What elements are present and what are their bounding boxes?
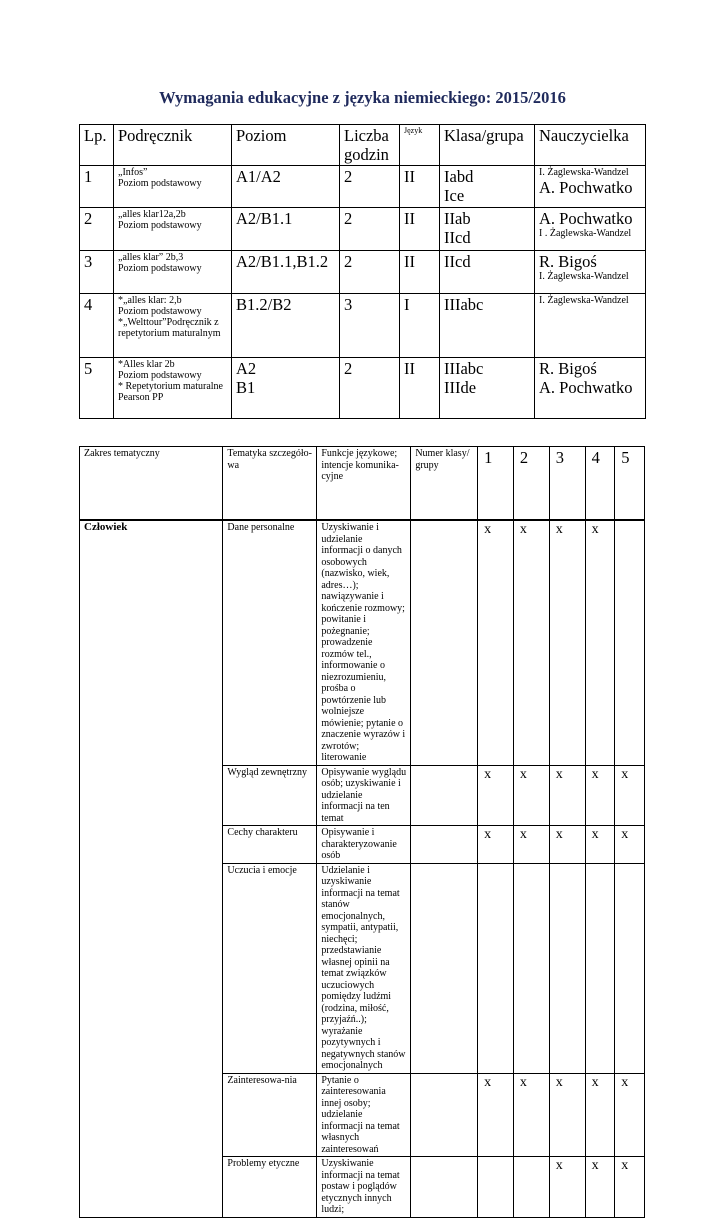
header-col-1: 1 — [478, 447, 514, 521]
cell-level: B1.2/B2 — [232, 294, 340, 358]
header-col-2: 2 — [513, 447, 549, 521]
header-hours: Liczba godzin — [340, 125, 400, 166]
cell-functions: Pytanie o zainteresowania innej osoby; udzielanie informacji na temat własnych zainteresowań — [317, 1073, 411, 1157]
section-label: Człowiek — [80, 520, 223, 1217]
requirements-table-header — [80, 447, 645, 521]
cell-book — [114, 294, 232, 358]
cell-line: R. Bigoś — [539, 252, 597, 271]
cell-mark: x — [585, 520, 615, 765]
textbook-table-header — [80, 125, 646, 166]
cell-teacher — [535, 358, 646, 419]
cell-mark: x — [585, 765, 615, 826]
cell-mark: x — [478, 765, 514, 826]
cell-topic: Wygląd zewnętrzny — [223, 765, 317, 826]
cell-teacher — [535, 294, 646, 358]
cell-line: Poziom podstawowy — [118, 220, 202, 231]
cell-lp: 4 — [80, 294, 114, 358]
cell-mark: x — [615, 765, 645, 826]
cell-mark: x — [585, 826, 615, 864]
requirements-table — [79, 446, 645, 1218]
cell-line: IIcd — [444, 228, 471, 247]
cell-mark: x — [549, 1157, 585, 1218]
cell-functions: Uzyskiwanie i udzielanie informacji o danych osobowych (nazwisko, wiek, adres…); nawiązywanie i kończenie rozmowy; powitanie i pożegnanie; prowadzenie rozmów tel., informowanie o niezrozumieniu, prośba o powtórzenie lub wolniejsze mówienie; pytanie o znaczenie wyrazów i zwrotów; literowanie — [317, 520, 411, 765]
cell-lp: 2 — [80, 208, 114, 251]
cell-functions: Uzyskiwanie informacji na temat postaw i poglądów etycznych innych ludzi; — [317, 1157, 411, 1218]
cell-line: B1 — [236, 378, 256, 397]
cell-mark: x — [615, 1073, 645, 1157]
cell-hours: 2 — [340, 166, 400, 208]
document-title: Wymagania edukacyjne z języka niemieckiego: 2015/2016 — [159, 88, 566, 107]
cell-group — [411, 826, 478, 864]
cell-line: IIIde — [444, 378, 477, 397]
cell-group — [411, 1157, 478, 1218]
cell-line: IIIabc — [444, 295, 484, 314]
cell-line: Poziom podstawowy — [118, 306, 202, 317]
cell-functions: Opisywanie i charakteryzowanie osób — [317, 826, 411, 864]
header-topic: Tematyka szczegóło-wa — [223, 447, 317, 521]
textbook-row — [80, 294, 646, 358]
header-level: Poziom — [232, 125, 340, 166]
cell-mark: x — [478, 1073, 514, 1157]
cell-mark — [478, 863, 514, 1073]
textbook-row — [80, 358, 646, 419]
header-teacher: Nauczycielka — [535, 125, 646, 166]
cell-line: *„alles klar: 2,b — [118, 295, 182, 306]
cell-language: II — [400, 166, 440, 208]
cell-line: A. Pochwatko — [539, 178, 633, 197]
cell-level: A1/A2 — [232, 166, 340, 208]
cell-level — [232, 358, 340, 419]
cell-line: * Repetytorium maturalne Pearson PP — [118, 381, 223, 403]
cell-teacher — [535, 208, 646, 251]
textbook-row — [80, 208, 646, 251]
cell-mark: x — [615, 1157, 645, 1218]
cell-mark: x — [585, 1073, 615, 1157]
cell-hours: 2 — [340, 208, 400, 251]
cell-language: II — [400, 208, 440, 251]
header-class: Klasa/grupa — [440, 125, 535, 166]
cell-line: I . Żaglewska-Wandzel — [539, 228, 632, 239]
cell-line: A2 — [236, 359, 257, 378]
header-lp: Lp. — [80, 125, 114, 166]
cell-teacher — [535, 251, 646, 294]
cell-mark: x — [549, 520, 585, 765]
cell-mark — [615, 520, 645, 765]
cell-mark: x — [615, 826, 645, 864]
cell-line: R. Bigoś — [539, 359, 597, 378]
cell-language: I — [400, 294, 440, 358]
cell-topic: Dane personalne — [223, 520, 317, 765]
requirement-row — [80, 520, 645, 765]
cell-line: Iabd — [444, 167, 474, 186]
cell-line: A. Pochwatko — [539, 209, 633, 228]
cell-line: *„Welttour”Podręcznik z repetytorium maturalnym — [118, 317, 221, 339]
cell-group — [411, 520, 478, 765]
cell-line: IIcd — [444, 252, 471, 271]
cell-mark — [615, 863, 645, 1073]
cell-line: Poziom podstawowy — [118, 178, 202, 189]
cell-lp: 3 — [80, 251, 114, 294]
cell-level: A2/B1.1 — [232, 208, 340, 251]
header-functions: Funkcje językowe; intencje komunika-cyjne — [317, 447, 411, 521]
cell-hours: 2 — [340, 358, 400, 419]
cell-language: II — [400, 358, 440, 419]
cell-line: IIIabc — [444, 359, 484, 378]
cell-mark: x — [478, 826, 514, 864]
header-col-3: 3 — [549, 447, 585, 521]
cell-mark: x — [513, 520, 549, 765]
cell-mark — [549, 863, 585, 1073]
cell-line: Poziom podstawowy — [118, 263, 202, 274]
cell-group — [411, 765, 478, 826]
cell-group — [411, 863, 478, 1073]
cell-mark: x — [549, 826, 585, 864]
cell-mark: x — [549, 1073, 585, 1157]
cell-mark — [478, 1157, 514, 1218]
cell-mark: x — [513, 1073, 549, 1157]
cell-teacher — [535, 166, 646, 208]
cell-hours: 3 — [340, 294, 400, 358]
cell-book — [114, 166, 232, 208]
cell-mark: x — [513, 765, 549, 826]
cell-level: A2/B1.1,B1.2 — [232, 251, 340, 294]
cell-language: II — [400, 251, 440, 294]
cell-line: *Alles klar 2b — [118, 359, 175, 370]
cell-line: A. Pochwatko — [539, 378, 633, 397]
header-group: Numer klasy/ grupy — [411, 447, 478, 521]
cell-hours: 2 — [340, 251, 400, 294]
cell-group — [411, 1073, 478, 1157]
cell-book — [114, 358, 232, 419]
cell-functions: Udzielanie i uzyskiwanie informacji na temat stanów emocjonalnych, sympatii, antypatii, niechęci; przedstawianie własnej opinii na temat związków uczuciowych pomiędzy ludźmi (rodzina, miłość, przyjaźń..); wyrażanie pozytywnych i negatywnych stanów emocjonalnych — [317, 863, 411, 1073]
cell-line: I. Żaglewska-Wandzel — [539, 295, 629, 306]
cell-line: „alles klar” 2b,3 — [118, 252, 184, 263]
textbook-row — [80, 251, 646, 294]
cell-functions: Opisywanie wyglądu osób; uzyskiwanie i udzielanie informacji na ten temat — [317, 765, 411, 826]
cell-class — [440, 358, 535, 419]
textbook-table — [79, 124, 646, 419]
cell-class — [440, 208, 535, 251]
cell-line: Ice — [444, 186, 465, 205]
header-language: Język — [400, 125, 440, 166]
cell-topic: Cechy charakteru — [223, 826, 317, 864]
cell-mark: x — [585, 1157, 615, 1218]
cell-mark: x — [549, 765, 585, 826]
cell-line: I. Żaglewska-Wandzel — [539, 167, 629, 178]
cell-line: I. Żaglewska-Wandzel — [539, 271, 629, 282]
cell-mark — [585, 863, 615, 1073]
header-scope: Zakres tematyczny — [80, 447, 223, 521]
cell-topic: Zainteresowa-nia — [223, 1073, 317, 1157]
cell-topic: Problemy etyczne — [223, 1157, 317, 1218]
cell-book — [114, 208, 232, 251]
cell-mark: x — [513, 826, 549, 864]
cell-topic: Uczucia i emocje — [223, 863, 317, 1073]
cell-class — [440, 251, 535, 294]
cell-lp: 5 — [80, 358, 114, 419]
cell-class — [440, 166, 535, 208]
cell-mark — [513, 1157, 549, 1218]
header-book: Podręcznik — [114, 125, 232, 166]
cell-book — [114, 251, 232, 294]
cell-line: „alles klar12a,2b — [118, 209, 186, 220]
header-col-4: 4 — [585, 447, 615, 521]
cell-line: Poziom podstawowy — [118, 370, 202, 381]
header-col-5: 5 — [615, 447, 645, 521]
cell-mark: x — [478, 520, 514, 765]
cell-class — [440, 294, 535, 358]
cell-lp: 1 — [80, 166, 114, 208]
cell-line: „Infos” — [118, 167, 148, 178]
cell-line: IIab — [444, 209, 471, 228]
cell-mark — [513, 863, 549, 1073]
textbook-row — [80, 166, 646, 208]
